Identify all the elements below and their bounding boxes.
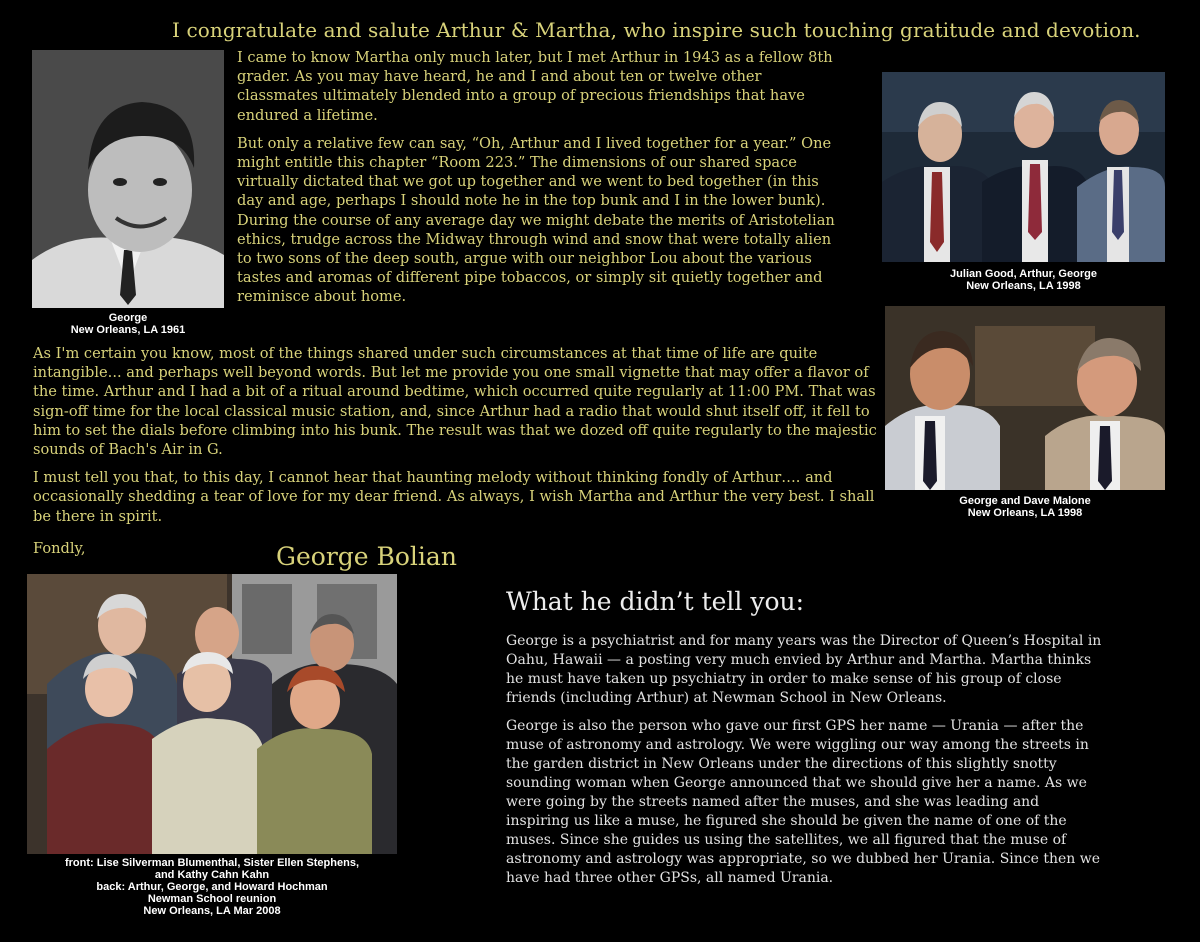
caption-reunion-2008 xyxy=(27,857,397,917)
caption-line: New Orleans, LA Mar 2008 xyxy=(143,905,281,917)
caption-line: New Orleans, LA 1998 xyxy=(966,280,1081,292)
bio-paragraph-2: George is also the person who gave our first GPS her name — Urania — after the muse of astronomy and astrology. We were wiggling our way among the streets in the garden district in New Orleans under the directions of this slightly snotty sounding woman when George announced that we should give her a name. As we were going by the streets named after the muses, and she was leading and inspiring us like a muse, he figured she should be given the name of one of the muses. Since she guides us using the satellites, we all figured that the muse of astronomy and astrology was appropriate, so we dubbed her Urania. Since then we have had three other GPSs, all named Urania. xyxy=(506,718,1101,886)
letter-paragraph-4: I must tell you that, to this day, I cannot hear that haunting melody without thinking fondly of Arthur…. and occasionally shedding a tear of love for my dear friend. As always, I wish Martha and Arthur the very best. I shall be there in spirit. xyxy=(33,469,875,525)
letter-paragraph-1: I came to know Martha only much later, but I met Arthur in 1943 as a fellow 8th grader. As you may have heard, he and I and about ten or twelve other classmates ultimately blended into a group of precious friendships that have endured a lifetime. xyxy=(237,49,833,124)
letter-top xyxy=(237,48,847,316)
photo-george-1961 xyxy=(32,50,224,308)
caption-line: New Orleans, LA 1998 xyxy=(967,507,1083,519)
caption-line: Julian Good, Arthur, George xyxy=(950,268,1097,280)
caption-line: and Kathy Cahn Kahn xyxy=(154,869,270,881)
caption-line: George xyxy=(108,312,148,324)
caption-line: Newman School reunion xyxy=(147,893,277,905)
bio-section xyxy=(506,632,1106,897)
page-headline: I congratulate and salute Arthur & Martha, who inspire such touching gratitude and devotion. xyxy=(172,18,1141,42)
letter-signature: George Bolian xyxy=(276,542,457,571)
letter-paragraph-2: But only a relative few can say, “Oh, Arthur and I lived together for a year.” One might entitle this chapter “Room 223.” The dimensions of our shared space virtually dictated that we got up together and we went to bed together (in this day and age, perhaps I should note he in the top bunk and I in the lower bunk). During the course of any average day we might debate the merits of Aristotelian ethics, trudge across the Midway through wind and snow that were totally alien to two sons of the deep south, argue with our neighbor Lou about the various tastes and aromas of different pipe tobaccos, or simply sit quietly together and reminisce about home. xyxy=(237,134,835,306)
caption-line: front: Lise Silverman Blumenthal, Sister Ellen Stephens, xyxy=(64,857,359,869)
photo-reunion-2008 xyxy=(27,574,397,854)
caption-dave-1998 xyxy=(885,495,1165,519)
caption-george-1961 xyxy=(32,312,224,336)
caption-line: New Orleans, LA 1961 xyxy=(70,324,186,336)
caption-line: George and Dave Malone xyxy=(959,495,1091,507)
caption-line: back: Arthur, George, and Howard Hochman xyxy=(96,881,328,893)
letter-closing: Fondly, xyxy=(33,540,86,557)
photo-trio-1998 xyxy=(882,72,1165,262)
bio-paragraph-1: George is a psychiatrist and for many years was the Director of Queen’s Hospital in Oahu, Hawaii — a posting very much envied by Arthur and Martha. Martha thinks he must have taken up psychiatry in order to make sense of his group of close friends (including Arthur) at Newman School in New Orleans. xyxy=(506,633,1102,706)
bio-title: What he didn’t tell you: xyxy=(506,587,805,616)
photo-dave-1998 xyxy=(885,306,1165,490)
caption-trio-1998 xyxy=(882,268,1165,292)
letter-bottom xyxy=(33,344,885,535)
letter-paragraph-3: As I'm certain you know, most of the things shared under such circumstances at that time of life are quite intangible... and perhaps well beyond words. But let me provide you one small vignette that may offer a flavor of the time. Arthur and I had a bit of a ritual around bedtime, which occurred quite regularly at 11:00 PM. That was sign-off time for the local classical music station, and, since Arthur had a radio that would shut itself off, it fell to him to set the dials before climbing into his bunk. The result was that we dozed off quite regularly to the majestic sounds of Bach's Air in G. xyxy=(33,345,877,459)
